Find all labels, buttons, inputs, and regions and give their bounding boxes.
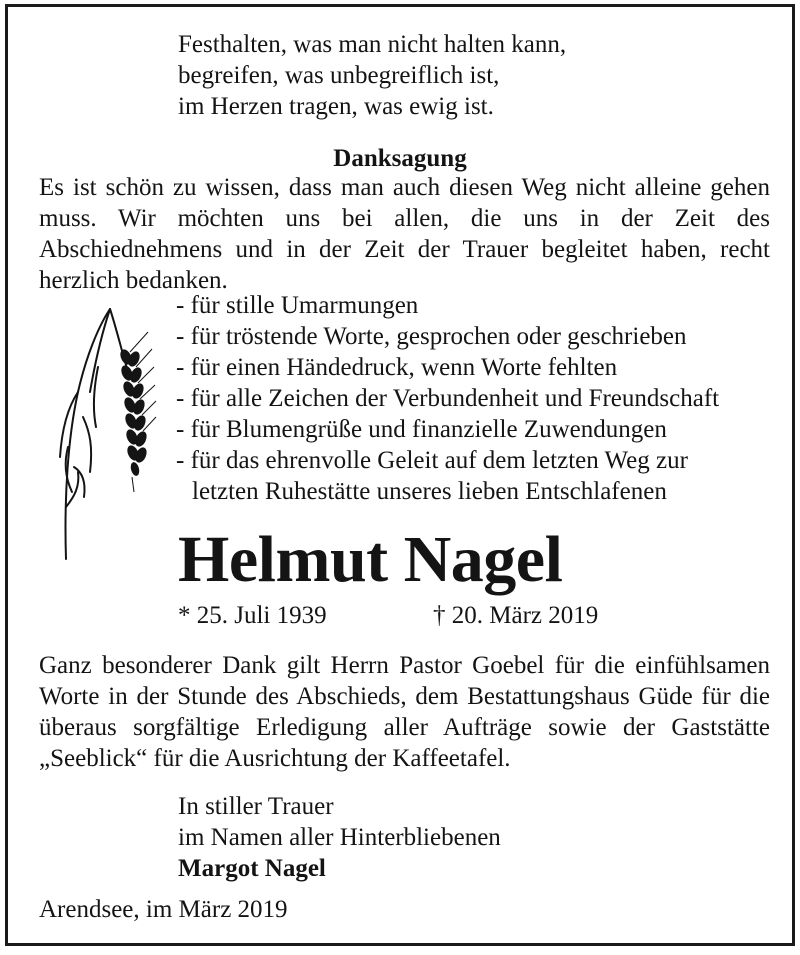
list-item: - für Blumengrüße und finanzielle Zuwendungen: [176, 416, 667, 443]
list-item: letzten Ruhestätte unseres lieben Entschlafenen: [192, 478, 667, 505]
poem-line: Festhalten, was man nicht halten kann,: [178, 31, 567, 58]
closing-line: In stiller Trauer: [178, 793, 334, 820]
thanks-list: [176, 290, 719, 507]
poem: [178, 29, 566, 122]
poem-line: im Herzen tragen, was ewig ist.: [178, 93, 494, 120]
deceased-name: Helmut Nagel: [178, 523, 563, 596]
birth-date: * 25. Juli 1939: [178, 602, 327, 629]
wheat-ear-icon: [38, 297, 158, 562]
list-item: - für das ehrenvolle Geleit auf dem letzten Weg zur: [176, 447, 688, 474]
list-item: - für alle Zeichen der Verbundenheit und Freundschaft: [176, 385, 720, 412]
heading-danksagung: Danksagung: [333, 145, 467, 172]
place-date: Arendsee, im März 2019: [39, 896, 288, 923]
list-item: - für stille Umarmungen: [176, 292, 419, 319]
intro-paragraph: Es ist schön zu wissen, dass man auch diesen Weg nicht alleine gehen muss. Wir möchten uns bei allen, die uns in der Zeit des Abschiednehmens und in der Zeit der Trauer begleitet haben, recht herzlich bedanken.: [39, 174, 770, 294]
list-item: - für einen Händedruck, wenn Worte fehlten: [176, 354, 618, 381]
list-item: - für tröstende Worte, gesprochen oder geschrieben: [176, 323, 687, 350]
closing-line: im Namen aller Hinterbliebenen: [178, 824, 501, 851]
death-date: † 20. März 2019: [433, 602, 599, 629]
closing-block: [178, 791, 501, 884]
obituary-card: [5, 4, 795, 946]
special-thanks-paragraph: Ganz besonderer Dank gilt Herrn Pastor Goebel für die einfühlsamen Worte in der Stunde des Abschieds, dem Bestattungshaus Güde für die überaus sorgfältige Erledigung aller Aufträge sowie der Gaststätte „Seeblick“ für die Ausrichtung der Kaffeetafel.: [39, 652, 770, 772]
signer-name: Margot Nagel: [178, 855, 326, 882]
poem-line: begreifen, was unbegreiflich ist,: [178, 62, 500, 89]
